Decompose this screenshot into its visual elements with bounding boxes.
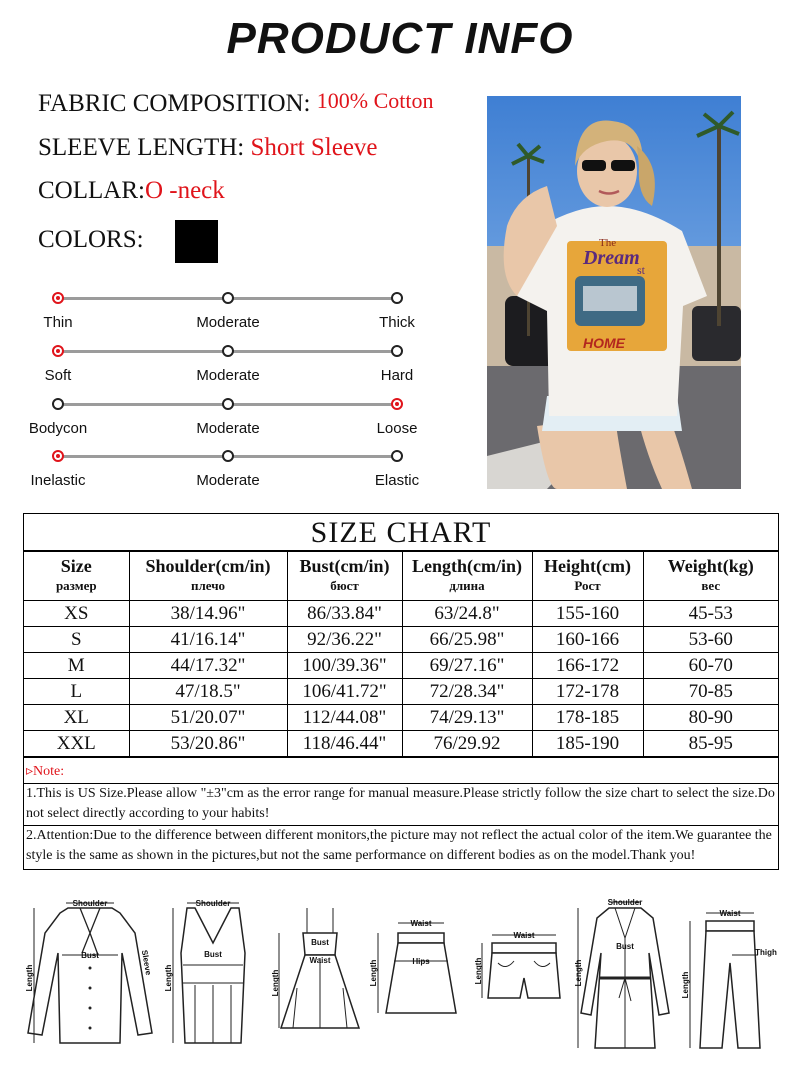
scale-dot: [222, 345, 234, 357]
coat-diagram: [575, 893, 675, 1053]
table-cell: 51/20.07": [129, 705, 287, 731]
scale-dot: [52, 345, 64, 357]
scale-label: Soft: [44, 367, 72, 384]
table-cell: 45-53: [643, 601, 778, 627]
table-cell: 185-190: [532, 731, 643, 757]
table-row: [24, 653, 778, 679]
scale-dot: [222, 398, 234, 410]
table-cell: 106/41.72": [287, 679, 402, 705]
table-cell: 66/25.98": [402, 627, 532, 653]
header-en: Size: [60, 556, 92, 576]
collar-value: O -neck: [144, 177, 225, 204]
collar: [38, 177, 225, 205]
table-cell: 80-90: [643, 705, 778, 731]
dress-waist-label: Waist: [309, 956, 331, 965]
table-cell: 60-70: [643, 653, 778, 679]
pants-waist-label: Waist: [719, 909, 741, 918]
tee-text-st: st: [637, 263, 646, 277]
feel-scale: [20, 448, 440, 504]
tee-text-home: HOME: [583, 335, 625, 351]
skirt-waist-label: Waist: [410, 919, 432, 928]
note-2: 2.Attention:Due to the difference between different monitors,the picture may not reflect the actual color of the item.We guarantee the style is the same as shown in the pictures,but not the same performance on different bodies as on the model.Thank you!: [24, 825, 778, 867]
scale-dot: [222, 292, 234, 304]
shorts-waist-label: Waist: [513, 931, 535, 940]
scale-label: Inelastic: [30, 472, 86, 489]
table-cell: 86/33.84": [287, 601, 402, 627]
header-en: Weight(kg): [667, 556, 754, 576]
blouse-bust-label: Bust: [81, 951, 99, 960]
fabric-value: 100% Cotton: [316, 88, 434, 113]
table-cell: XL: [24, 705, 129, 731]
size-table-header: [24, 552, 778, 601]
table-cell: 63/24.8": [402, 601, 532, 627]
notes-label: ▹Note:: [26, 764, 65, 779]
table-cell: 100/39.36": [287, 653, 402, 679]
header-ru: вес: [701, 578, 721, 593]
shorts-diagram: [474, 893, 568, 1053]
table-cell: 69/27.16": [402, 653, 532, 679]
tee-text-the: The: [599, 237, 617, 249]
coat-shoulder-label: Shoulder: [607, 898, 643, 907]
dress-bust-label: Bust: [311, 938, 329, 947]
table-cell: 166-172: [532, 653, 643, 679]
scale-label: Bodycon: [28, 420, 88, 437]
table-cell: 92/36.22": [287, 627, 402, 653]
header-en: Shoulder(cm/in): [145, 556, 271, 576]
blouse-length-label: Length: [25, 964, 34, 992]
table-row: [24, 705, 778, 731]
skirt-length-label: Length: [369, 959, 378, 987]
tank-shoulder-label: Shoulder: [195, 899, 231, 908]
scale-label: Hard: [380, 367, 414, 384]
table-cell: 160-166: [532, 627, 643, 653]
header-ru: Рост: [574, 578, 601, 593]
scale-label: Moderate: [196, 472, 260, 489]
feel-scale: [20, 343, 440, 399]
table-cell: XS: [24, 601, 129, 627]
scale-label: Elastic: [374, 472, 420, 489]
size-chart: [23, 513, 779, 870]
notes: [24, 757, 778, 869]
header-cell: [643, 552, 778, 601]
header-cell: [402, 552, 532, 601]
header-en: Height(cm): [544, 556, 631, 576]
table-row: [24, 627, 778, 653]
scale-dot: [391, 345, 403, 357]
table-cell: M: [24, 653, 129, 679]
pants-thigh-label: Thigh: [755, 948, 777, 957]
scale-dot: [222, 450, 234, 462]
scale-dot: [391, 450, 403, 462]
coat-length-label: Length: [574, 959, 583, 987]
tank-bust-label: Bust: [204, 950, 222, 959]
table-row: [24, 731, 778, 757]
header-cell: [532, 552, 643, 601]
table-cell: 53-60: [643, 627, 778, 653]
scale-label: Loose: [376, 420, 418, 437]
model-photo: [487, 96, 741, 489]
header-ru: бюст: [330, 578, 359, 593]
scale-label: Thin: [43, 314, 73, 331]
pants-diagram: [680, 893, 780, 1053]
note-1: 1.This is US Size.Please allow "±3"cm as the error range for manual measure.Please strictly follow the size chart to select the size.Do not select directly according to your habits!: [24, 783, 778, 825]
table-cell: 76/29.92: [402, 731, 532, 757]
dress-length-label: Length: [271, 969, 280, 997]
table-cell: 44/17.32": [129, 653, 287, 679]
header-cell: [287, 552, 402, 601]
scale-label: Moderate: [196, 314, 260, 331]
sleeve-label: SLEEVE LENGTH:: [38, 134, 245, 161]
table-cell: 72/28.34": [402, 679, 532, 705]
tank-diagram: [165, 893, 265, 1053]
sleeve-value: Short Sleeve: [250, 134, 378, 161]
pants-length-label: Length: [681, 971, 690, 999]
header-en: Bust(cm/in): [299, 556, 390, 576]
table-cell: 85-95: [643, 731, 778, 757]
header-cell: [24, 552, 129, 601]
fabric-label: FABRIC COMPOSITION:: [38, 90, 311, 117]
color-swatch-black[interactable]: [175, 220, 218, 263]
size-chart-title: SIZE CHART: [24, 514, 778, 551]
header-ru: размер: [55, 578, 97, 593]
page-title: PRODUCT INFO: [226, 14, 574, 63]
table-cell: 112/44.08": [287, 705, 402, 731]
scale-dot: [391, 398, 403, 410]
collar-label: COLLAR:: [38, 177, 145, 204]
scale-dot: [52, 292, 64, 304]
table-cell: 41/16.14": [129, 627, 287, 653]
scale-dot: [52, 450, 64, 462]
tank-length-label: Length: [164, 964, 173, 992]
table-cell: L: [24, 679, 129, 705]
table-cell: 38/14.96": [129, 601, 287, 627]
dress-diagram: [271, 893, 365, 1053]
header-en: Length(cm/in): [412, 556, 522, 576]
table-cell: 118/46.44": [287, 731, 402, 757]
scale-dot: [52, 398, 64, 410]
feel-scale: [20, 396, 440, 452]
table-cell: XXL: [24, 731, 129, 757]
table-cell: 178-185: [532, 705, 643, 731]
table-cell: 172-178: [532, 679, 643, 705]
size-table: [24, 551, 778, 757]
table-cell: 53/20.86": [129, 731, 287, 757]
colors-label: COLORS:: [38, 226, 144, 253]
coat-bust-label: Bust: [616, 942, 634, 951]
table-cell: 155-160: [532, 601, 643, 627]
blouse-sleeve-label: Sleeve: [139, 949, 154, 976]
table-cell: 74/29.13": [402, 705, 532, 731]
skirt-diagram: [368, 893, 463, 1053]
blouse-shoulder-label: Shoulder: [72, 899, 108, 908]
header-ru: длина: [449, 578, 485, 593]
table-cell: 70-85: [643, 679, 778, 705]
header-cell: [129, 552, 287, 601]
blouse-diagram: [20, 893, 160, 1053]
shorts-length-label: Length: [474, 957, 483, 985]
scale-label: Thick: [379, 314, 415, 331]
scale-label: Moderate: [196, 367, 260, 384]
table-cell: 47/18.5": [129, 679, 287, 705]
fabric-composition: [38, 90, 433, 118]
scale-label: Moderate: [196, 420, 260, 437]
feel-scale: [20, 290, 440, 346]
table-cell: S: [24, 627, 129, 653]
tee-text-dream: Dream: [583, 247, 640, 269]
scale-dot: [391, 292, 403, 304]
skirt-hips-label: Hips: [412, 957, 430, 966]
header-ru: плечо: [190, 578, 226, 593]
table-row: [24, 679, 778, 705]
table-row: [24, 601, 778, 627]
sleeve-length: [38, 134, 378, 162]
